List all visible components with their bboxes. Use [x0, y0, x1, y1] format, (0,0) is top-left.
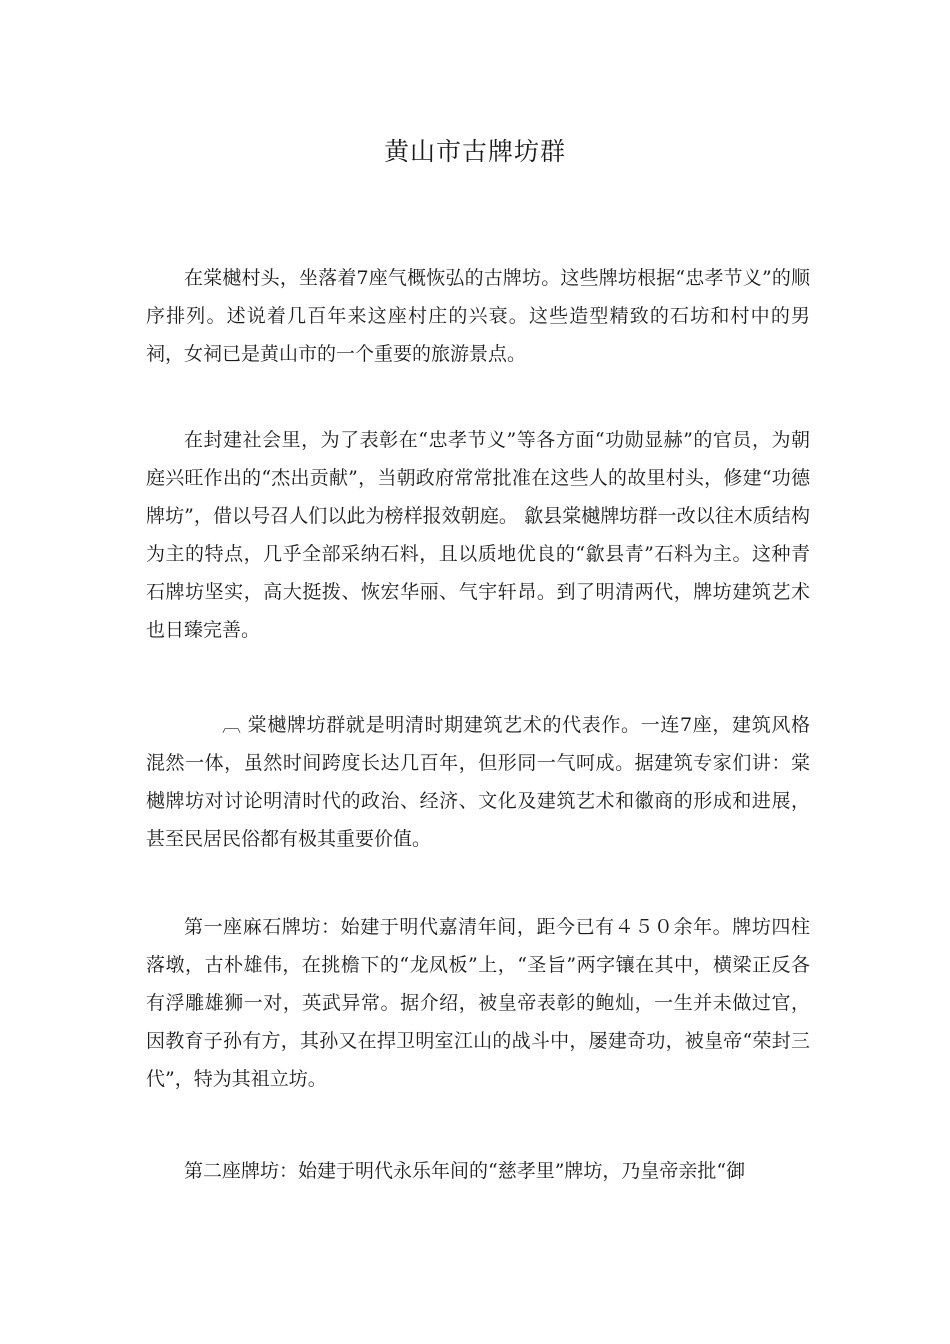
bracket-marker-icon: ︹: [222, 714, 242, 736]
paragraph-3-text: 棠樾牌坊群就是明清时期建筑艺术的代表作。一连7座，建筑风格混然一体，虽然时间跨度长达几百年，但形同一气呵成。据建筑专家们讲：棠樾牌坊对讨论明清时代的政治、经济、文化及建筑艺术和徽商的形成和进展，甚至民居民俗都有极其重要价值。: [146, 714, 810, 850]
paragraph-5: 第二座牌坊：始建于明代永乐年间的“慈孝里”牌坊，乃皇帝亲批“御: [184, 1160, 746, 1182]
document-title: 黄山市古牌坊群: [383, 137, 566, 166]
paragraph-2: 在封建社会里，为了表彰在“忠孝节义”等各方面“功勋显赫”的官员，为朝庭兴旺作出的“杰出贡献”，当朝政府常常批准在这些人的故里村头，修建“功德牌坊”，借以号召人们以此为榜样报效朝庭。 歙县棠樾牌坊群一改以往木质结构为主的特点，几乎全部采纳石料，且以质地优良的“歙县青”石料为主。这种青石牌坊坚实，高大挺拨、恢宏华丽、气宇轩昂。到了明清两代，牌坊建筑艺术也日臻完善。: [146, 429, 810, 641]
paragraph-3: [146, 706, 810, 858]
paragraph-1: 在棠樾村头，坐落着7座气概恢弘的古牌坊。这些牌坊根据“忠孝节义”的顺序排列。述说着几百年来这座村庄的兴衰。这些造型精致的石坊和村中的男祠，女祠已是黄山市的一个重要的旅游景点。: [146, 267, 810, 365]
paragraph-4: 第一座麻石牌坊：始建于明代嘉清年间，距今已有４５０余年。牌坊四柱落墩，古朴雄伟，在挑檐下的“龙凤板”上，“圣旨”两字镶在其中，横梁正反各有浮雕雄狮一对，英武异常。据介绍，被皇帝表彰的鲍灿，一生并未做过官，因教育子孙有方，其孙又在捍卫明室江山的战斗中，屡建奇功，被皇帝“荣封三代”，特为其祖立坊。: [146, 916, 810, 1090]
